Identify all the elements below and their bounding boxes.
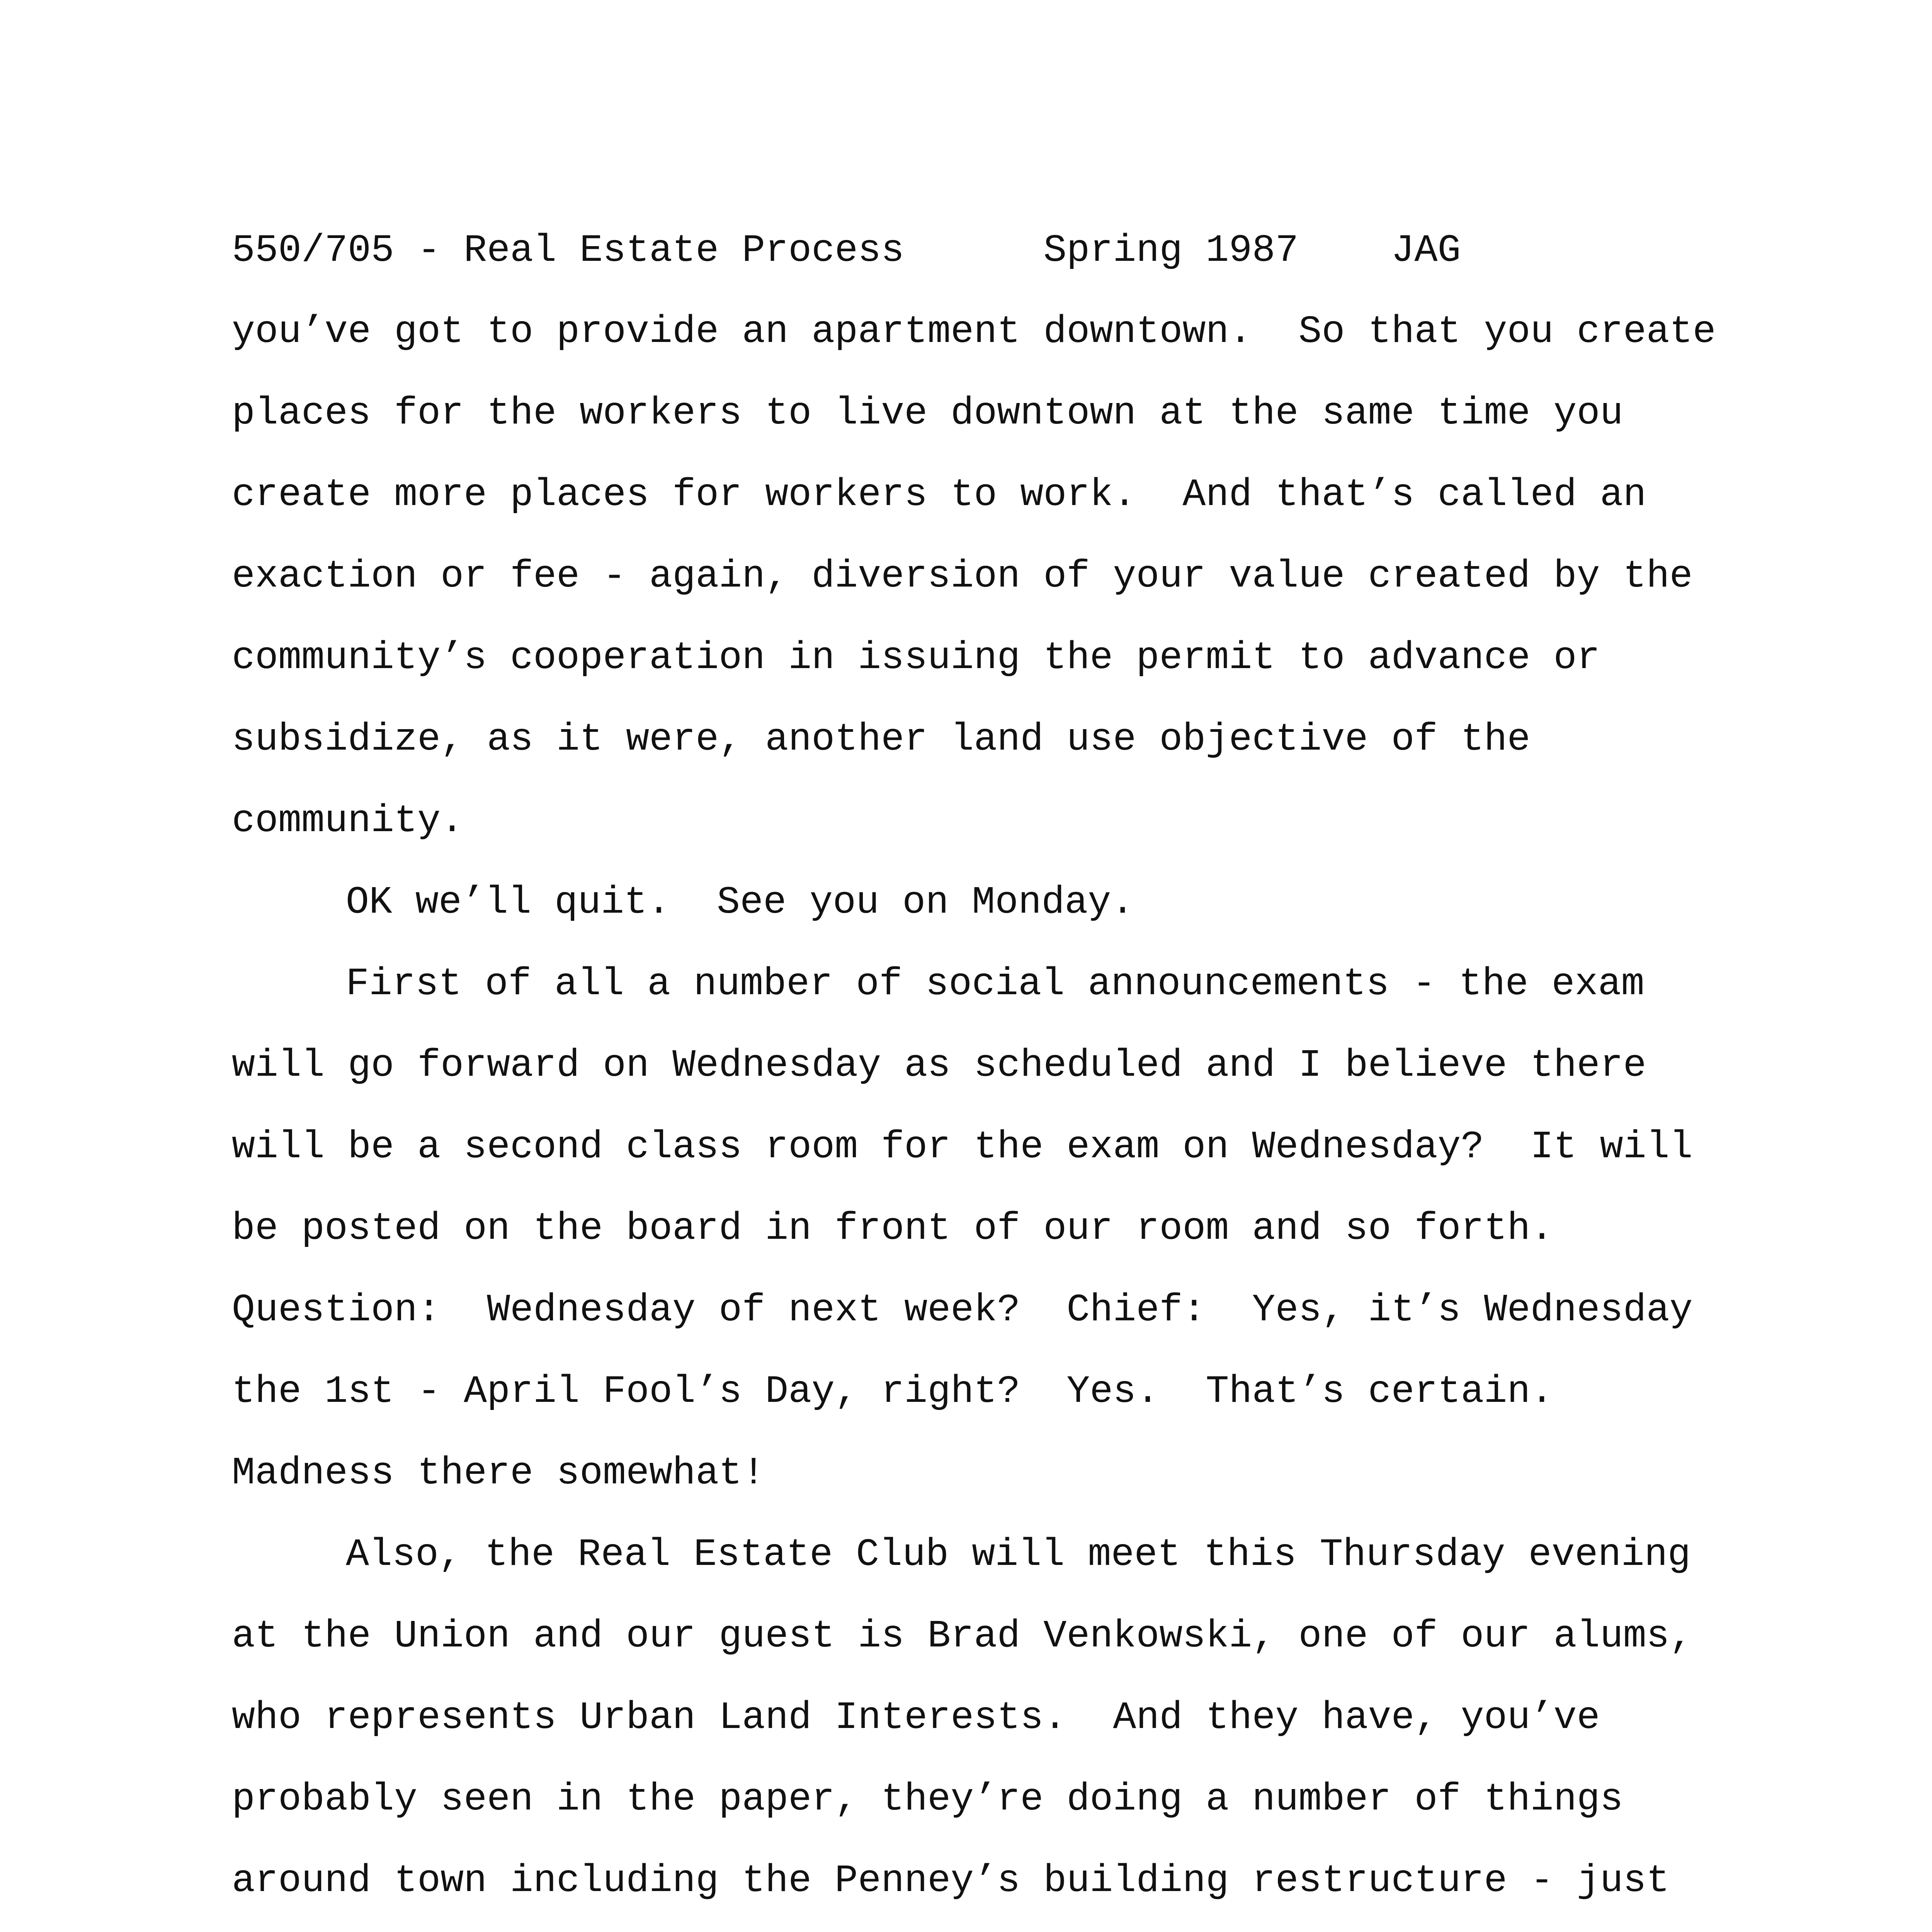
paragraph-first-line: First of all a number of social announcements - the exam: [346, 963, 1645, 1006]
body-line: at the Union and our guest is Brad Venkowski, one of our alums,: [232, 1615, 1693, 1658]
body-line: places for the workers to live downtown at the same time you: [232, 392, 1623, 435]
body-line: probably seen in the paper, they’re doing a number of things: [232, 1778, 1623, 1821]
body-line: will go forward on Wednesday as scheduled and I believe there: [232, 1044, 1646, 1088]
body-line: around town including the Penney’s building restructure - just: [232, 1859, 1670, 1903]
body-line: you’ve got to provide an apartment downtown. So that you create: [232, 310, 1716, 354]
body-line: community.: [232, 799, 464, 843]
body-line: be posted on the board in front of our room and so forth.: [232, 1207, 1554, 1251]
body-line: create more places for workers to work. And that’s called an: [232, 473, 1646, 517]
body-line: the 1st - April Fool’s Day, right? Yes. That’s certain.: [232, 1370, 1554, 1414]
paragraph-first-line: OK we’ll quit. See you on Monday.: [346, 881, 1134, 925]
body-line: Question: Wednesday of next week? Chief: Yes, it’s Wednesday: [232, 1289, 1693, 1332]
body-line: exaction or fee - again, diversion of your value created by the: [232, 555, 1693, 599]
body-line: community’s cooperation in issuing the permit to advance or: [232, 636, 1600, 680]
body-line: Madness there somewhat!: [232, 1452, 765, 1495]
page-header: 550/705 - Real Estate Process Spring 1987 JAG: [232, 229, 1461, 273]
body-line: subsidize, as it were, another land use objective of the: [232, 718, 1531, 762]
body-line: will be a second class room for the exam on Wednesday? It will: [232, 1126, 1693, 1169]
paragraph-first-line: Also, the Real Estate Club will meet this Thursday evening: [346, 1533, 1691, 1577]
body-line: who represents Urban Land Interests. And they have, you’ve: [232, 1696, 1600, 1740]
